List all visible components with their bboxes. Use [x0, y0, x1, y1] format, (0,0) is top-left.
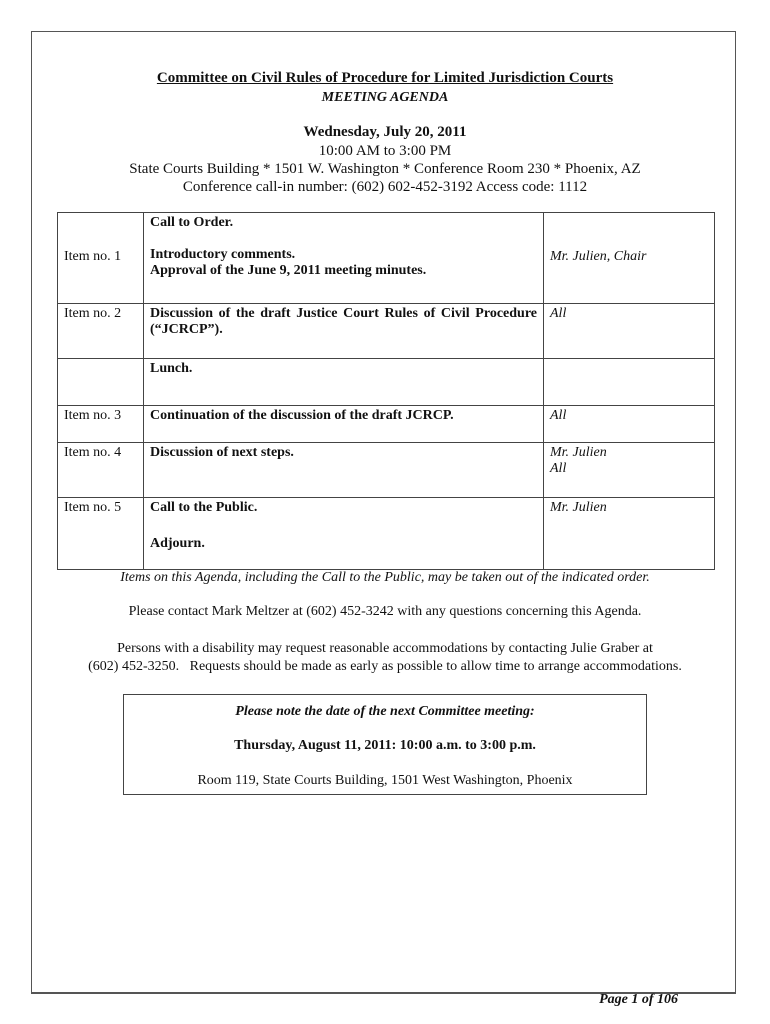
agenda-table — [57, 212, 715, 570]
item-presenter: All — [550, 408, 567, 423]
item-label-cell — [58, 498, 144, 570]
item-label-cell — [58, 304, 144, 359]
meeting-time: 10:00 AM to 3:00 PM — [318, 143, 452, 159]
call-in-info: Conference call-in number: (602) 602-452-3192 Access code: 1112 — [182, 179, 588, 195]
item-label-cell — [58, 406, 144, 443]
item-presenter-cell — [544, 498, 715, 570]
agenda-row-2 — [58, 304, 715, 359]
item-text: Continuation of the discussion of the draft JCRCP. — [150, 408, 454, 423]
item-presenter-cell — [544, 406, 715, 443]
meeting-date: Wednesday, July 20, 2011 — [303, 124, 467, 140]
agenda-row-1 — [58, 213, 715, 304]
agenda-row-lunch — [58, 359, 715, 406]
meeting-location: State Courts Building * 1501 W. Washington * Conference Room 230 * Phoenix, AZ — [129, 161, 641, 177]
call-to-order: Call to Order. — [150, 215, 234, 230]
item-presenter-cell — [544, 359, 715, 406]
disability-note-line2: (602) 452-3250. Requests should be made as early as possible to allow time to arrange accommodations. — [88, 659, 682, 674]
item-presenter: All — [550, 461, 567, 476]
item-presenter: Mr. Julien — [550, 500, 607, 515]
item-presenter: Mr. Julien, Chair — [550, 249, 647, 264]
agenda-row-5 — [58, 498, 715, 570]
next-meeting-date: Thursday, August 11, 2011: 10:00 a.m. to 3:00 p.m. — [234, 738, 536, 753]
page-number: Page 1 of 106 — [599, 992, 678, 1007]
item-label: Item no. 4 — [64, 445, 122, 460]
item-desc-cell — [144, 443, 544, 498]
item-label-cell — [58, 359, 144, 406]
item-label: Item no. 1 — [64, 249, 122, 264]
item-presenter: All — [550, 306, 567, 321]
order-note: Items on this Agenda, including the Call to the Public, may be taken out of the indicated order. — [120, 570, 650, 585]
document-title: Committee on Civil Rules of Procedure for Limited Jurisdiction Courts — [156, 70, 614, 86]
item-text: Approval of the June 9, 2011 meeting minutes. — [150, 263, 427, 278]
item-desc-cell — [144, 359, 544, 406]
item-text: Discussion of next steps. — [150, 445, 294, 460]
next-meeting-box — [123, 694, 647, 795]
item-label: Item no. 2 — [64, 306, 122, 321]
item-desc-cell — [144, 406, 544, 443]
adjourn-text: Adjourn. — [150, 536, 205, 551]
item-label-cell — [58, 443, 144, 498]
item-presenter-cell — [544, 304, 715, 359]
next-meeting-title: Please note the date of the next Committee meeting: — [235, 704, 535, 719]
item-desc-cell — [144, 213, 544, 304]
contact-note: Please contact Mark Meltzer at (602) 452-3242 with any questions concerning this Agenda. — [128, 604, 642, 619]
item-label: Item no. 5 — [64, 500, 122, 515]
agenda-row-4 — [58, 443, 715, 498]
item-presenter: Mr. Julien — [550, 445, 607, 460]
item-text: Introductory comments. — [150, 247, 296, 262]
item-desc-cell — [144, 304, 544, 359]
item-presenter-cell — [544, 213, 715, 304]
document-subtitle: MEETING AGENDA — [321, 90, 449, 105]
next-meeting-room: Room 119, State Courts Building, 1501 West Washington, Phoenix — [197, 773, 573, 788]
item-text: Call to the Public. — [150, 500, 258, 515]
item-presenter-cell — [544, 443, 715, 498]
item-desc-cell — [144, 498, 544, 570]
item-text: Discussion of the draft Justice Court Rules of Civil Procedure (“JCRCP”). — [150, 306, 537, 337]
disability-note-line1: Persons with a disability may request reasonable accommodations by contacting Julie Graber at — [117, 641, 653, 656]
item-label-cell — [58, 213, 144, 304]
agenda-row-3 — [58, 406, 715, 443]
item-label: Item no. 3 — [64, 408, 122, 423]
lunch-text: Lunch. — [150, 361, 193, 376]
